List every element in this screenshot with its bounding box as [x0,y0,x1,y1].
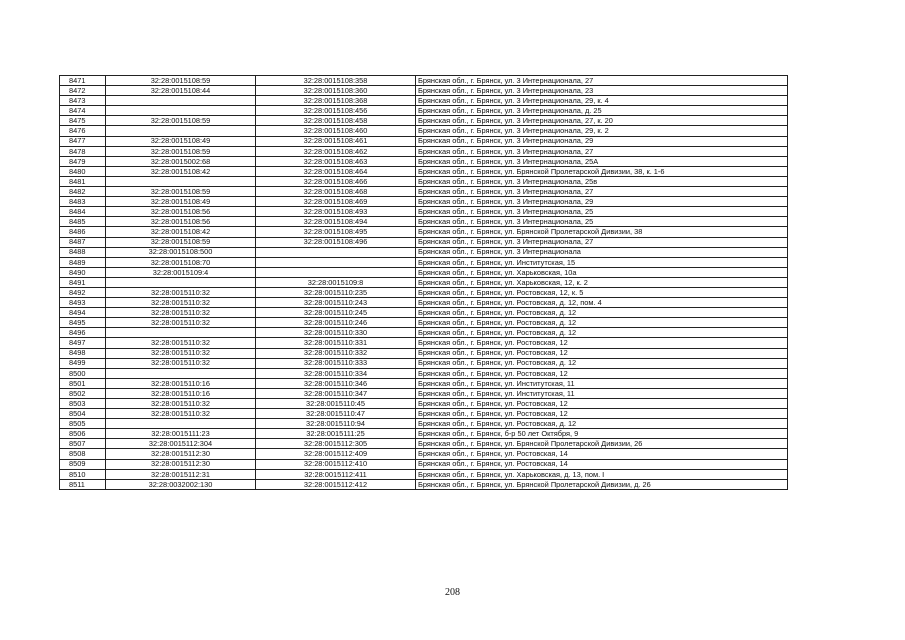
object-number-cell: 32:28:0015108:464 [256,166,416,176]
parcel-number-cell: 32:28:0015108:44 [106,86,256,96]
object-number-cell: 32:28:0015108:466 [256,176,416,186]
object-number-cell: 32:28:0015110:346 [256,378,416,388]
cadastral-table-body [60,76,788,490]
address-cell: Брянская обл., г. Брянск, ул. Ростовская, д. 12 [416,308,788,318]
row-number-cell: 8511 [60,479,106,489]
address-cell: Брянская обл., г. Брянск, ул. 3 Интернационала, 27 [416,237,788,247]
parcel-number-cell: 32:28:0015110:32 [106,338,256,348]
table-row [60,419,788,429]
address-cell: Брянская обл., г. Брянск, ул. 3 Интернационала, 29, к. 4 [416,96,788,106]
parcel-number-cell: 32:28:0015108:42 [106,166,256,176]
table-row [60,439,788,449]
table-row [60,237,788,247]
table-row [60,176,788,186]
address-cell: Брянская обл., г. Брянск, ул. 3 Интернационала, 25в [416,176,788,186]
row-number-cell: 8475 [60,116,106,126]
parcel-number-cell: 32:28:0015108:42 [106,227,256,237]
address-cell: Брянская обл., г. Брянск, ул. Харьковская, 12, к. 2 [416,277,788,287]
table-row [60,227,788,237]
table-row [60,378,788,388]
parcel-number-cell: 32:28:0015112:30 [106,449,256,459]
object-number-cell: 32:28:0015108:358 [256,76,416,86]
parcel-number-cell: 32:28:0015108:59 [106,146,256,156]
table-row [60,298,788,308]
table-row [60,308,788,318]
parcel-number-cell: 32:28:0015110:32 [106,348,256,358]
parcel-number-cell: 32:28:0015108:59 [106,187,256,197]
parcel-number-cell [106,126,256,136]
table-row [60,318,788,328]
table-row [60,277,788,287]
table-row [60,459,788,469]
table-row [60,358,788,368]
address-cell: Брянская обл., г. Брянск, ул. Ростовская, 12 [416,338,788,348]
parcel-number-cell: 32:28:0015110:32 [106,399,256,409]
address-cell: Брянская обл., г. Брянск, ул. 3 Интернационала, д. 25 [416,106,788,116]
object-number-cell: 32:28:0015108:360 [256,86,416,96]
parcel-number-cell: 32:28:0015110:32 [106,318,256,328]
address-cell: Брянская обл., г. Брянск, ул. 3 Интернационала, 27 [416,146,788,156]
row-number-cell: 8492 [60,287,106,297]
address-cell: Брянская обл., г. Брянск, ул. 3 Интернационала, 25 [416,217,788,227]
row-number-cell: 8501 [60,378,106,388]
address-cell: Брянская обл., г. Брянск, ул. Ростовская, 12 [416,368,788,378]
address-cell: Брянская обл., г. Брянск, ул. Брянской Пролетарской Дивизии, 38 [416,227,788,237]
row-number-cell: 8494 [60,308,106,318]
address-cell: Брянская обл., г. Брянск, ул. 3 Интернационала, 29, к. 2 [416,126,788,136]
row-number-cell: 8487 [60,237,106,247]
table-row [60,217,788,227]
row-number-cell: 8484 [60,207,106,217]
row-number-cell: 8486 [60,227,106,237]
row-number-cell: 8503 [60,399,106,409]
address-cell: Брянская обл., г. Брянск, ул. Институтская, 15 [416,257,788,267]
table-row [60,348,788,358]
parcel-number-cell: 32:28:0015109:4 [106,267,256,277]
parcel-number-cell [106,328,256,338]
parcel-number-cell: 32:28:0015108:49 [106,197,256,207]
table-row [60,469,788,479]
table-row [60,187,788,197]
parcel-number-cell: 32:28:0015110:32 [106,298,256,308]
row-number-cell: 8510 [60,469,106,479]
row-number-cell: 8483 [60,197,106,207]
object-number-cell [256,267,416,277]
row-number-cell: 8480 [60,166,106,176]
object-number-cell: 32:28:0015110:333 [256,358,416,368]
parcel-number-cell: 32:28:0015112:31 [106,469,256,479]
table-row [60,338,788,348]
row-number-cell: 8508 [60,449,106,459]
object-number-cell: 32:28:0015110:331 [256,338,416,348]
row-number-cell: 8504 [60,409,106,419]
table-row [60,86,788,96]
table-row [60,166,788,176]
parcel-number-cell [106,96,256,106]
object-number-cell: 32:28:0015110:246 [256,318,416,328]
row-number-cell: 8499 [60,358,106,368]
row-number-cell: 8478 [60,146,106,156]
address-cell: Брянская обл., г. Брянск, ул. Ростовская, 14 [416,459,788,469]
address-cell: Брянская обл., г. Брянск, ул. Институтская, 11 [416,388,788,398]
parcel-number-cell: 32:28:0015108:56 [106,217,256,227]
row-number-cell: 8497 [60,338,106,348]
address-cell: Брянская обл., г. Брянск, ул. Ростовская, д. 12 [416,358,788,368]
row-number-cell: 8493 [60,298,106,308]
object-number-cell: 32:28:0015110:330 [256,328,416,338]
address-cell: Брянская обл., г. Брянск, ул. Брянской Пролетарской Дивизии, 26 [416,439,788,449]
row-number-cell: 8481 [60,176,106,186]
address-cell: Брянская обл., г. Брянск, ул. 3 Интернационала, 25А [416,156,788,166]
row-number-cell: 8476 [60,126,106,136]
parcel-number-cell: 32:28:0015110:32 [106,308,256,318]
address-cell: Брянская обл., г. Брянск, ул. 3 Интернационала, 27 [416,76,788,86]
row-number-cell: 8482 [60,187,106,197]
object-number-cell: 32:28:0015112:305 [256,439,416,449]
object-number-cell: 32:28:0015110:243 [256,298,416,308]
row-number-cell: 8488 [60,247,106,257]
address-cell: Брянская обл., г. Брянск, ул. 3 Интернационала, 29 [416,197,788,207]
parcel-number-cell: 32:28:0015110:32 [106,358,256,368]
parcel-number-cell: 32:28:0015111:23 [106,429,256,439]
address-cell: Брянская обл., г. Брянск, ул. 3 Интернационала, 23 [416,86,788,96]
row-number-cell: 8489 [60,257,106,267]
row-number-cell: 8472 [60,86,106,96]
row-number-cell: 8471 [60,76,106,86]
row-number-cell: 8477 [60,136,106,146]
object-number-cell: 32:28:0015109:8 [256,277,416,287]
object-number-cell: 32:28:0015108:456 [256,106,416,116]
address-cell: Брянская обл., г. Брянск, ул. Брянской Пролетарской Дивизии, д. 26 [416,479,788,489]
parcel-number-cell: 32:28:0015108:59 [106,237,256,247]
object-number-cell: 32:28:0015108:494 [256,217,416,227]
parcel-number-cell: 32:28:0015002:68 [106,156,256,166]
address-cell: Брянская обл., г. Брянск, ул. Ростовская, д. 12, пом. 4 [416,298,788,308]
object-number-cell: 32:28:0015110:94 [256,419,416,429]
object-number-cell: 32:28:0015108:368 [256,96,416,106]
row-number-cell: 8506 [60,429,106,439]
object-number-cell: 32:28:0015112:409 [256,449,416,459]
table-row [60,267,788,277]
object-number-cell: 32:28:0015110:235 [256,287,416,297]
address-cell: Брянская обл., г. Брянск, б-р 50 лет Октября, 9 [416,429,788,439]
object-number-cell: 32:28:0015112:411 [256,469,416,479]
address-cell: Брянская обл., г. Брянск, ул. Ростовская, 12 [416,348,788,358]
address-cell: Брянская обл., г. Брянск, ул. Ростовская, 12 [416,399,788,409]
table-row [60,399,788,409]
object-number-cell: 32:28:0015108:463 [256,156,416,166]
row-number-cell: 8474 [60,106,106,116]
table-row [60,287,788,297]
address-cell: Брянская обл., г. Брянск, ул. Ростовская, 14 [416,449,788,459]
object-number-cell: 32:28:0015108:496 [256,237,416,247]
row-number-cell: 8509 [60,459,106,469]
table-row [60,156,788,166]
table-row [60,106,788,116]
address-cell: Брянская обл., г. Брянск, ул. 3 Интернационала, 25 [416,207,788,217]
address-cell: Брянская обл., г. Брянск, ул. Харьковская, 10а [416,267,788,277]
row-number-cell: 8491 [60,277,106,287]
object-number-cell: 32:28:0015110:245 [256,308,416,318]
row-number-cell: 8498 [60,348,106,358]
row-number-cell: 8505 [60,419,106,429]
parcel-number-cell [106,176,256,186]
parcel-number-cell: 32:28:0015108:56 [106,207,256,217]
object-number-cell: 32:28:0015111:25 [256,429,416,439]
table-row [60,449,788,459]
table-row [60,136,788,146]
parcel-number-cell: 32:28:0015108:59 [106,116,256,126]
parcel-number-cell: 32:28:0015108:49 [106,136,256,146]
parcel-number-cell: 32:28:0015108:59 [106,76,256,86]
row-number-cell: 8507 [60,439,106,449]
address-cell: Брянская обл., г. Брянск, ул. 3 Интернационала, 29 [416,136,788,146]
parcel-number-cell [106,368,256,378]
object-number-cell: 32:28:0015112:412 [256,479,416,489]
table-row [60,116,788,126]
address-cell: Брянская обл., г. Брянск, ул. Ростовская, д. 12 [416,419,788,429]
table-row [60,197,788,207]
object-number-cell: 32:28:0015108:461 [256,136,416,146]
row-number-cell: 8502 [60,388,106,398]
object-number-cell [256,247,416,257]
table-row [60,368,788,378]
object-number-cell: 32:28:0015108:458 [256,116,416,126]
table-row [60,388,788,398]
table-row [60,429,788,439]
address-cell: Брянская обл., г. Брянск, ул. Харьковская, д. 13, пом. I [416,469,788,479]
parcel-number-cell: 32:28:0015110:16 [106,388,256,398]
parcel-number-cell: 32:28:0015110:32 [106,409,256,419]
object-number-cell: 32:28:0015108:493 [256,207,416,217]
table-row [60,146,788,156]
parcel-number-cell: 32:28:0015112:304 [106,439,256,449]
row-number-cell: 8496 [60,328,106,338]
address-cell: Брянская обл., г. Брянск, ул. Брянской Пролетарской Дивизии, 38, к. 1-6 [416,166,788,176]
object-number-cell: 32:28:0015112:410 [256,459,416,469]
address-cell: Брянская обл., г. Брянск, ул. Институтская, 11 [416,378,788,388]
table-row [60,409,788,419]
object-number-cell: 32:28:0015110:332 [256,348,416,358]
parcel-number-cell: 32:28:0015108:70 [106,257,256,267]
row-number-cell: 8485 [60,217,106,227]
table-row [60,76,788,86]
parcel-number-cell [106,419,256,429]
object-number-cell: 32:28:0015108:495 [256,227,416,237]
parcel-number-cell: 32:28:0015112:30 [106,459,256,469]
object-number-cell: 32:28:0015110:334 [256,368,416,378]
row-number-cell: 8500 [60,368,106,378]
object-number-cell: 32:28:0015110:45 [256,399,416,409]
table-row [60,96,788,106]
object-number-cell [256,257,416,267]
table-row [60,479,788,489]
address-cell: Брянская обл., г. Брянск, ул. 3 Интернационала, 27, к. 20 [416,116,788,126]
parcel-number-cell [106,277,256,287]
object-number-cell: 32:28:0015108:462 [256,146,416,156]
parcel-number-cell: 32:28:0032002:130 [106,479,256,489]
row-number-cell: 8479 [60,156,106,166]
parcel-number-cell: 32:28:0015108:500 [106,247,256,257]
address-cell: Брянская обл., г. Брянск, ул. Ростовская, д. 12 [416,328,788,338]
address-cell: Брянская обл., г. Брянск, ул. Ростовская, д. 12 [416,318,788,328]
address-cell: Брянская обл., г. Брянск, ул. Ростовская, 12, к. 5 [416,287,788,297]
cadastral-table [59,75,788,490]
object-number-cell: 32:28:0015110:47 [256,409,416,419]
address-cell: Брянская обл., г. Брянск, ул. Ростовская, 12 [416,409,788,419]
parcel-number-cell: 32:28:0015110:16 [106,378,256,388]
table-row [60,126,788,136]
table-row [60,328,788,338]
table-row [60,207,788,217]
table-row [60,257,788,267]
row-number-cell: 8473 [60,96,106,106]
object-number-cell: 32:28:0015108:468 [256,187,416,197]
row-number-cell: 8490 [60,267,106,277]
object-number-cell: 32:28:0015108:460 [256,126,416,136]
row-number-cell: 8495 [60,318,106,328]
parcel-number-cell [106,106,256,116]
page-number: 208 [445,587,460,598]
address-cell: Брянская обл., г. Брянск, ул. 3 Интернационала [416,247,788,257]
object-number-cell: 32:28:0015110:347 [256,388,416,398]
object-number-cell: 32:28:0015108:469 [256,197,416,207]
table-row [60,247,788,257]
parcel-number-cell: 32:28:0015110:32 [106,287,256,297]
address-cell: Брянская обл., г. Брянск, ул. 3 Интернационала, 27 [416,187,788,197]
